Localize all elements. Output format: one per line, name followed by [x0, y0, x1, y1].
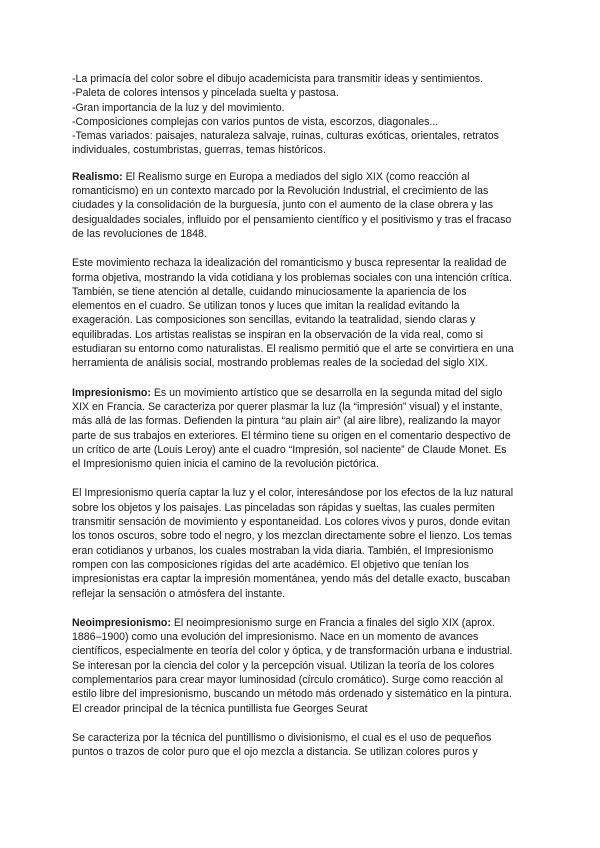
- neoimpresionismo-intro-paragraph: [72, 616, 514, 716]
- realismo-intro-paragraph: [72, 170, 514, 241]
- list-item: -Gran importancia de la luz y del movimiento.: [72, 101, 285, 114]
- list-item: -Composiciones complejas con varios puntos de vista, escorzos, diagonales...: [72, 115, 439, 128]
- impresionismo-body-paragraph: El Impresionismo quería captar la luz y el color, interesándose por los efectos de la luz natural sobre los objetos y los paisajes. Las pinceladas son rápidas y sueltas, las cuales permiten transmitir sensación de movimiento y espontaneidad. Los colores vivos y puros, donde evitan los tonos oscuros, sobre todo el negro, y los mezclan directamente sobre el lienzo. Los temas eran cotidianos y urbanos, los cuales mostraban la vida diaria. También, el Impresionismo rompen con las composiciones rígidas del arte académico. El objetivo que tenían los impresionistas era captar la impresión momentánea, yendo más del detalle exacto, buscaban reflejar la sensación o atmósfera del instante.: [72, 487, 514, 600]
- list-item: -Paleta de colores intensos y pincelada suelta y pastosa.: [72, 87, 339, 100]
- list-item: -Temas variados: paisajes, naturaleza salvaje, ruinas, culturas exóticas, orientales, retratos individuales, costumbristas, guerras, temas históricos.: [72, 130, 499, 157]
- neoimpresionismo-body-paragraph: Se caracteriza por la técnica del puntillismo o divisionismo, el cual es el uso de pequeños puntos o trazos de color puro que el ojo mezcla a distancia. Se utilizan colores puros y: [72, 731, 492, 759]
- realismo-body-paragraph: Este movimiento rechaza la idealización del romanticismo y busca representar la realidad de forma objetiva, mostrando la vida cotidiana y los problemas sociales con una intención crítica. También, se tiene atención al detalle, cuidando minuciosamente la apariencia de los elementos en el cuadro. Se utilizan tonos y luces que imitan la realidad evitando la exageración. Las composiciones son sencillas, evitando la teatralidad, siendo claras y equilibradas. Los artistas realistas se inspiran en la observación de la vida real, como si estudiaran su entorno como naturalistas. El realismo permitió que el arte se convirtiera en una herramienta de análisis social, mostrando problemas reales de la sociedad del siglo XIX.: [72, 257, 514, 370]
- realismo-intro-text: El Realismo surge en Europa a mediados del siglo XIX (como reacción al romanticismo) en un contexto marcado por la Revolución Industrial, el crecimiento de las ciudades y la consolidación de la burguesía, junto con el aumento de la clase obrera y las desigualdades sociales, influido por el pensamiento científico y el positivismo y tras el fracaso de las revoluciones de 1848.: [72, 170, 512, 240]
- impresionismo-intro-paragraph: [72, 386, 514, 472]
- impresionismo-term: Impresionismo:: [72, 386, 151, 399]
- impresionismo-intro-text: Es un movimiento artístico que se desarrolla en la segunda mitad del siglo XIX en Francia. Se caracteriza por querer plasmar la luz (la “impresión” visual) y el instante, más allá de las formas. Defienden la pintura “au plain air” (al aire libre), realizando la mayor parte de sus trabajos en exteriores. El término tiene su origen en el comentario despectivo de un crítico de arte (Louis Leroy) ante el cuadro “Impresión, sol naciente” de Claude Monet. Es el Impresionismo quien inicia el camino de la revolución pictórica.: [72, 386, 511, 471]
- romanticismo-features-list: [72, 72, 514, 158]
- list-item: -La primacía del color sobre el dibujo academicista para transmitir ideas y sentimientos.: [72, 73, 483, 85]
- realismo-term: Realismo:: [72, 170, 123, 183]
- neoimpresionismo-intro-text: El neoimpresionismo surge en Francia a finales del siglo XIX (aprox. 1886–1900) como una evolución del impresionismo. Nace en un momento de avances científicos, especialmente en teoría del color y óptica, y de transformación urbana e industrial. Se interesan por la ciencia del color y la percepción visual. Utilizan la teoría de los colores complementarios para crear mayor luminosidad (círculo cromático). Surge como reacción al estilo libre del impresionismo, buscando un método más ordenado y sistemático en la pintura. El creador principal de la técnica puntillista fue Georges Seurat: [72, 616, 513, 715]
- neoimpresionismo-term: Neoimpresionismo:: [72, 616, 171, 629]
